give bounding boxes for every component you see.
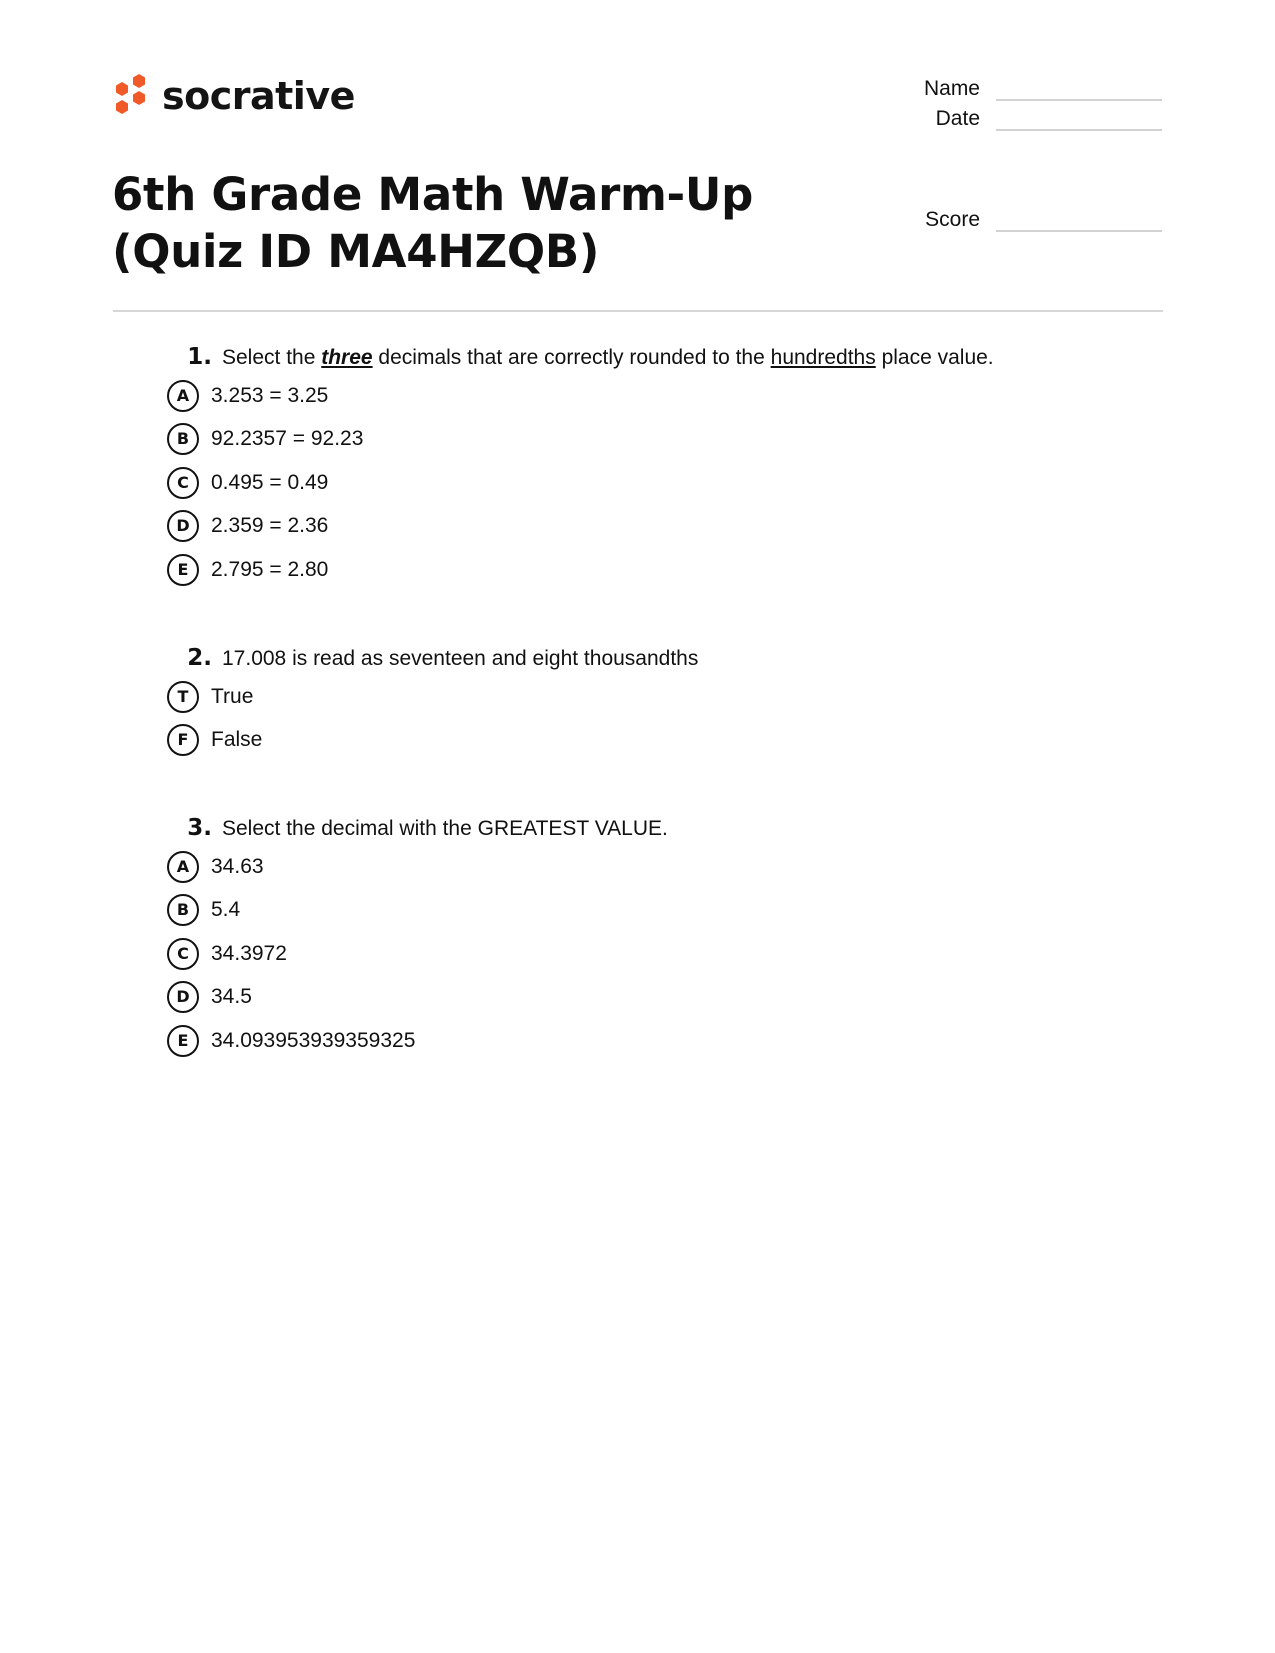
option-text: 34.093953939359325 [211,1028,416,1052]
option-d[interactable] [165,505,1125,549]
option-c[interactable] [165,461,1125,505]
question-number: 2. [187,645,212,671]
option-text: 2.795 = 2.80 [211,557,329,581]
question-number: 1. [187,344,212,370]
option-bubble[interactable]: T [167,681,199,713]
question-text: Select the three decimals that are correctly rounded to the hundredths place value. [222,346,994,369]
option-text: 34.3972 [211,941,287,965]
date-field[interactable] [860,108,1162,129]
option-bubble[interactable]: F [167,724,199,756]
question-text: 17.008 is read as seventeen and eight thousandths [222,647,699,670]
hexagon-cluster-icon [112,73,150,123]
name-field[interactable] [860,78,1162,99]
option-bubble[interactable]: C [167,467,199,499]
option-bubble[interactable]: B [167,423,199,455]
underline-hundredths: hundredths [770,346,876,369]
option-bubble[interactable]: A [167,851,199,883]
option-bubble[interactable]: B [167,894,199,926]
question-header [165,344,1125,374]
option-bubble[interactable]: E [167,554,199,586]
option-text: 92.2357 = 92.23 [211,427,364,451]
score-label: Score [925,208,980,231]
question-3 [165,815,1125,1063]
option-c[interactable] [165,932,1125,976]
date-label: Date [935,107,980,130]
option-text: 0.495 = 0.49 [211,470,329,494]
question-text: Select the decimal with the GREATEST VALUE. [222,817,668,840]
option-text: False [211,728,263,752]
option-a[interactable] [165,374,1125,418]
option-e[interactable] [165,548,1125,592]
option-text: 5.4 [211,898,241,922]
question-number: 3. [187,815,212,841]
score-input-line[interactable] [996,230,1162,232]
option-text: True [211,684,254,708]
page-title: 6th Grade Math Warm-Up (Quiz ID MA4HZQB) [112,168,754,278]
option-b[interactable] [165,418,1125,462]
header-divider [113,310,1163,312]
option-e[interactable] [165,1019,1125,1063]
option-bubble[interactable]: A [167,380,199,412]
option-a[interactable] [165,845,1125,889]
option-text: 34.5 [211,985,252,1009]
option-text: 34.63 [211,854,264,878]
option-bubble[interactable]: E [167,1025,199,1057]
date-input-line[interactable] [996,129,1162,131]
option-b[interactable] [165,889,1125,933]
score-field[interactable] [860,209,1162,230]
option-d[interactable] [165,976,1125,1020]
option-false[interactable] [165,719,1125,763]
question-1 [165,344,1125,592]
socrative-logo [112,73,355,123]
name-input-line[interactable] [996,99,1162,101]
option-true[interactable] [165,675,1125,719]
emphasis-three: three [321,346,373,369]
option-text: 3.253 = 3.25 [211,383,329,407]
option-bubble[interactable]: D [167,510,199,542]
brand-name: socrative [162,74,355,118]
option-text: 2.359 = 2.36 [211,514,329,538]
option-bubble[interactable]: D [167,981,199,1013]
question-header [165,645,1125,675]
question-header [165,815,1125,845]
option-bubble[interactable]: C [167,938,199,970]
name-label: Name [923,77,980,100]
question-2 [165,645,1125,762]
